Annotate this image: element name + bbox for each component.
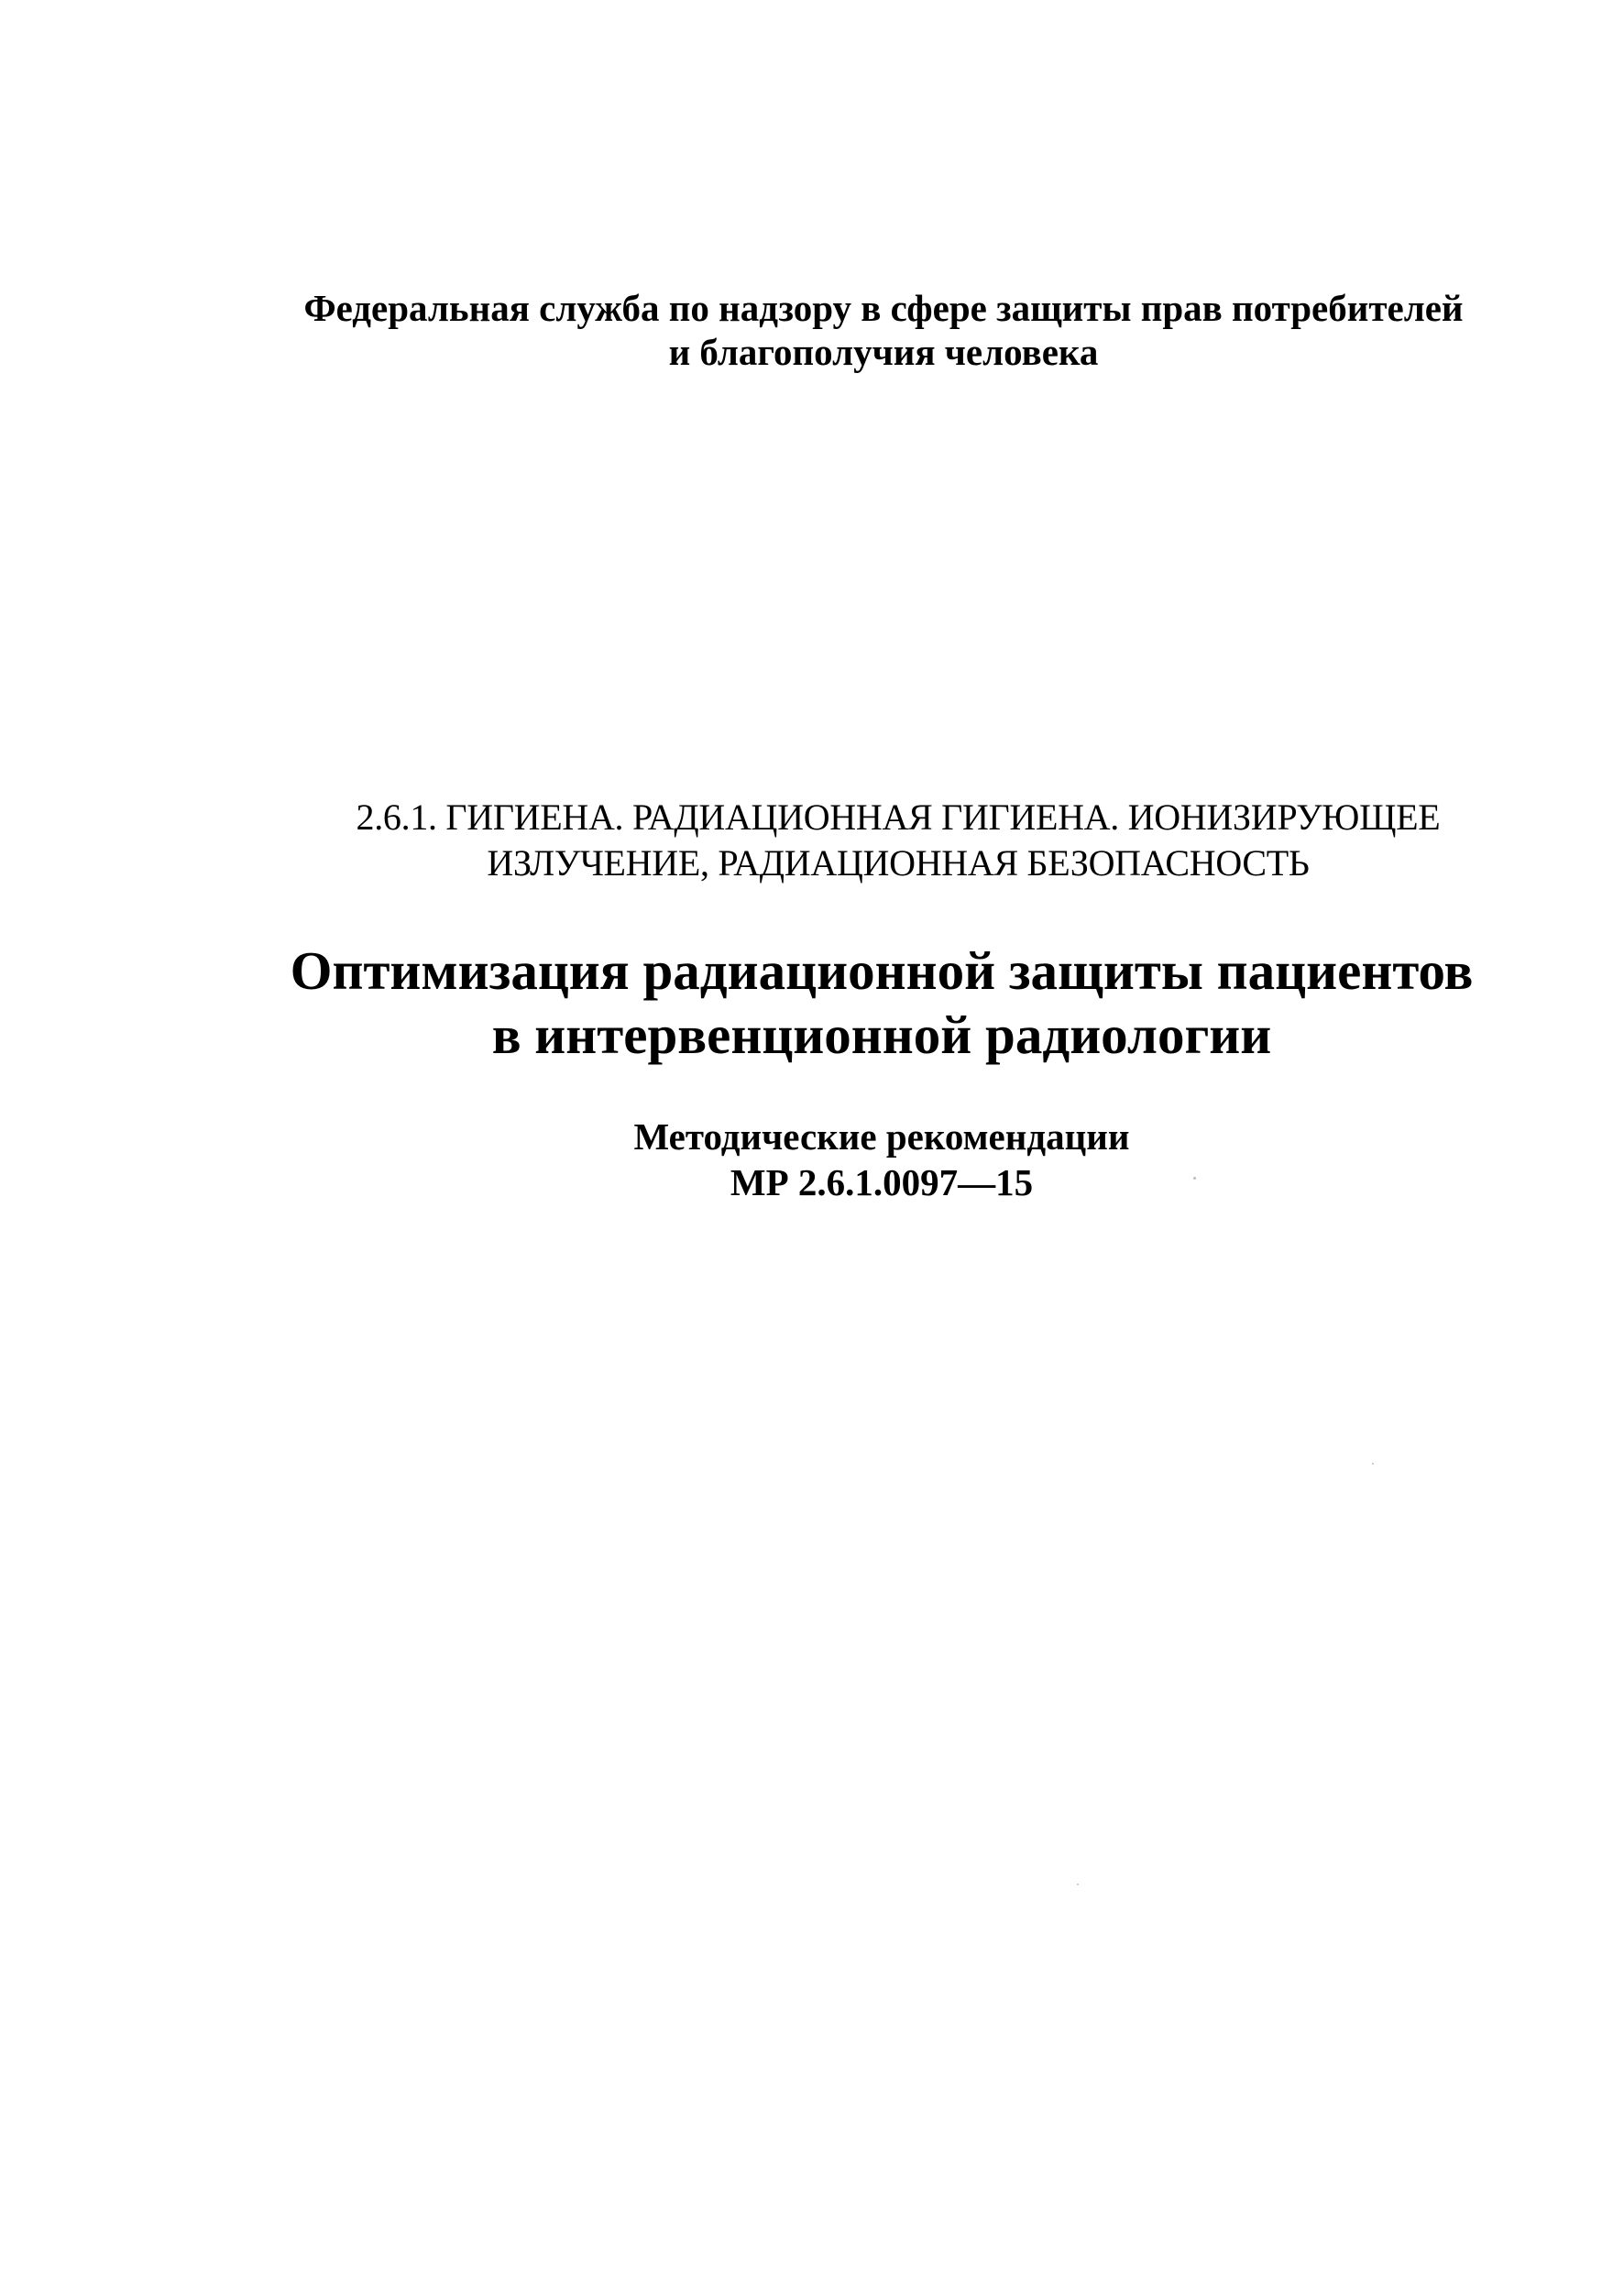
organization-name-line-2: и благополучия человека — [668, 331, 1099, 373]
document-title-line-1: Оптимизация радиационной защиты пациентов — [290, 940, 1474, 1001]
organization-name-line-1: Федеральная служба по надзору в сфере защиты прав потребителей — [303, 287, 1464, 329]
document-number: МР 2.6.1.0097—15 — [730, 1161, 1034, 1203]
document-title-line-2: в интервенционной радиологии — [491, 1005, 1272, 1065]
document-type-label: Методические рекомендации — [633, 1115, 1130, 1158]
scan-speck — [1077, 1883, 1079, 1885]
series-heading-line-2: ИЗЛУЧЕНИЕ, РАДИАЦИОННАЯ БЕЗОПАСНОСТЬ — [487, 842, 1310, 884]
scan-speck — [1193, 1177, 1196, 1180]
series-heading-line-1: 2.6.1. ГИГИЕНА. РАДИАЦИОННАЯ ГИГИЕНА. ИОНИЗИРУЮЩЕЕ — [356, 796, 1441, 838]
scan-speck — [1372, 1463, 1374, 1465]
